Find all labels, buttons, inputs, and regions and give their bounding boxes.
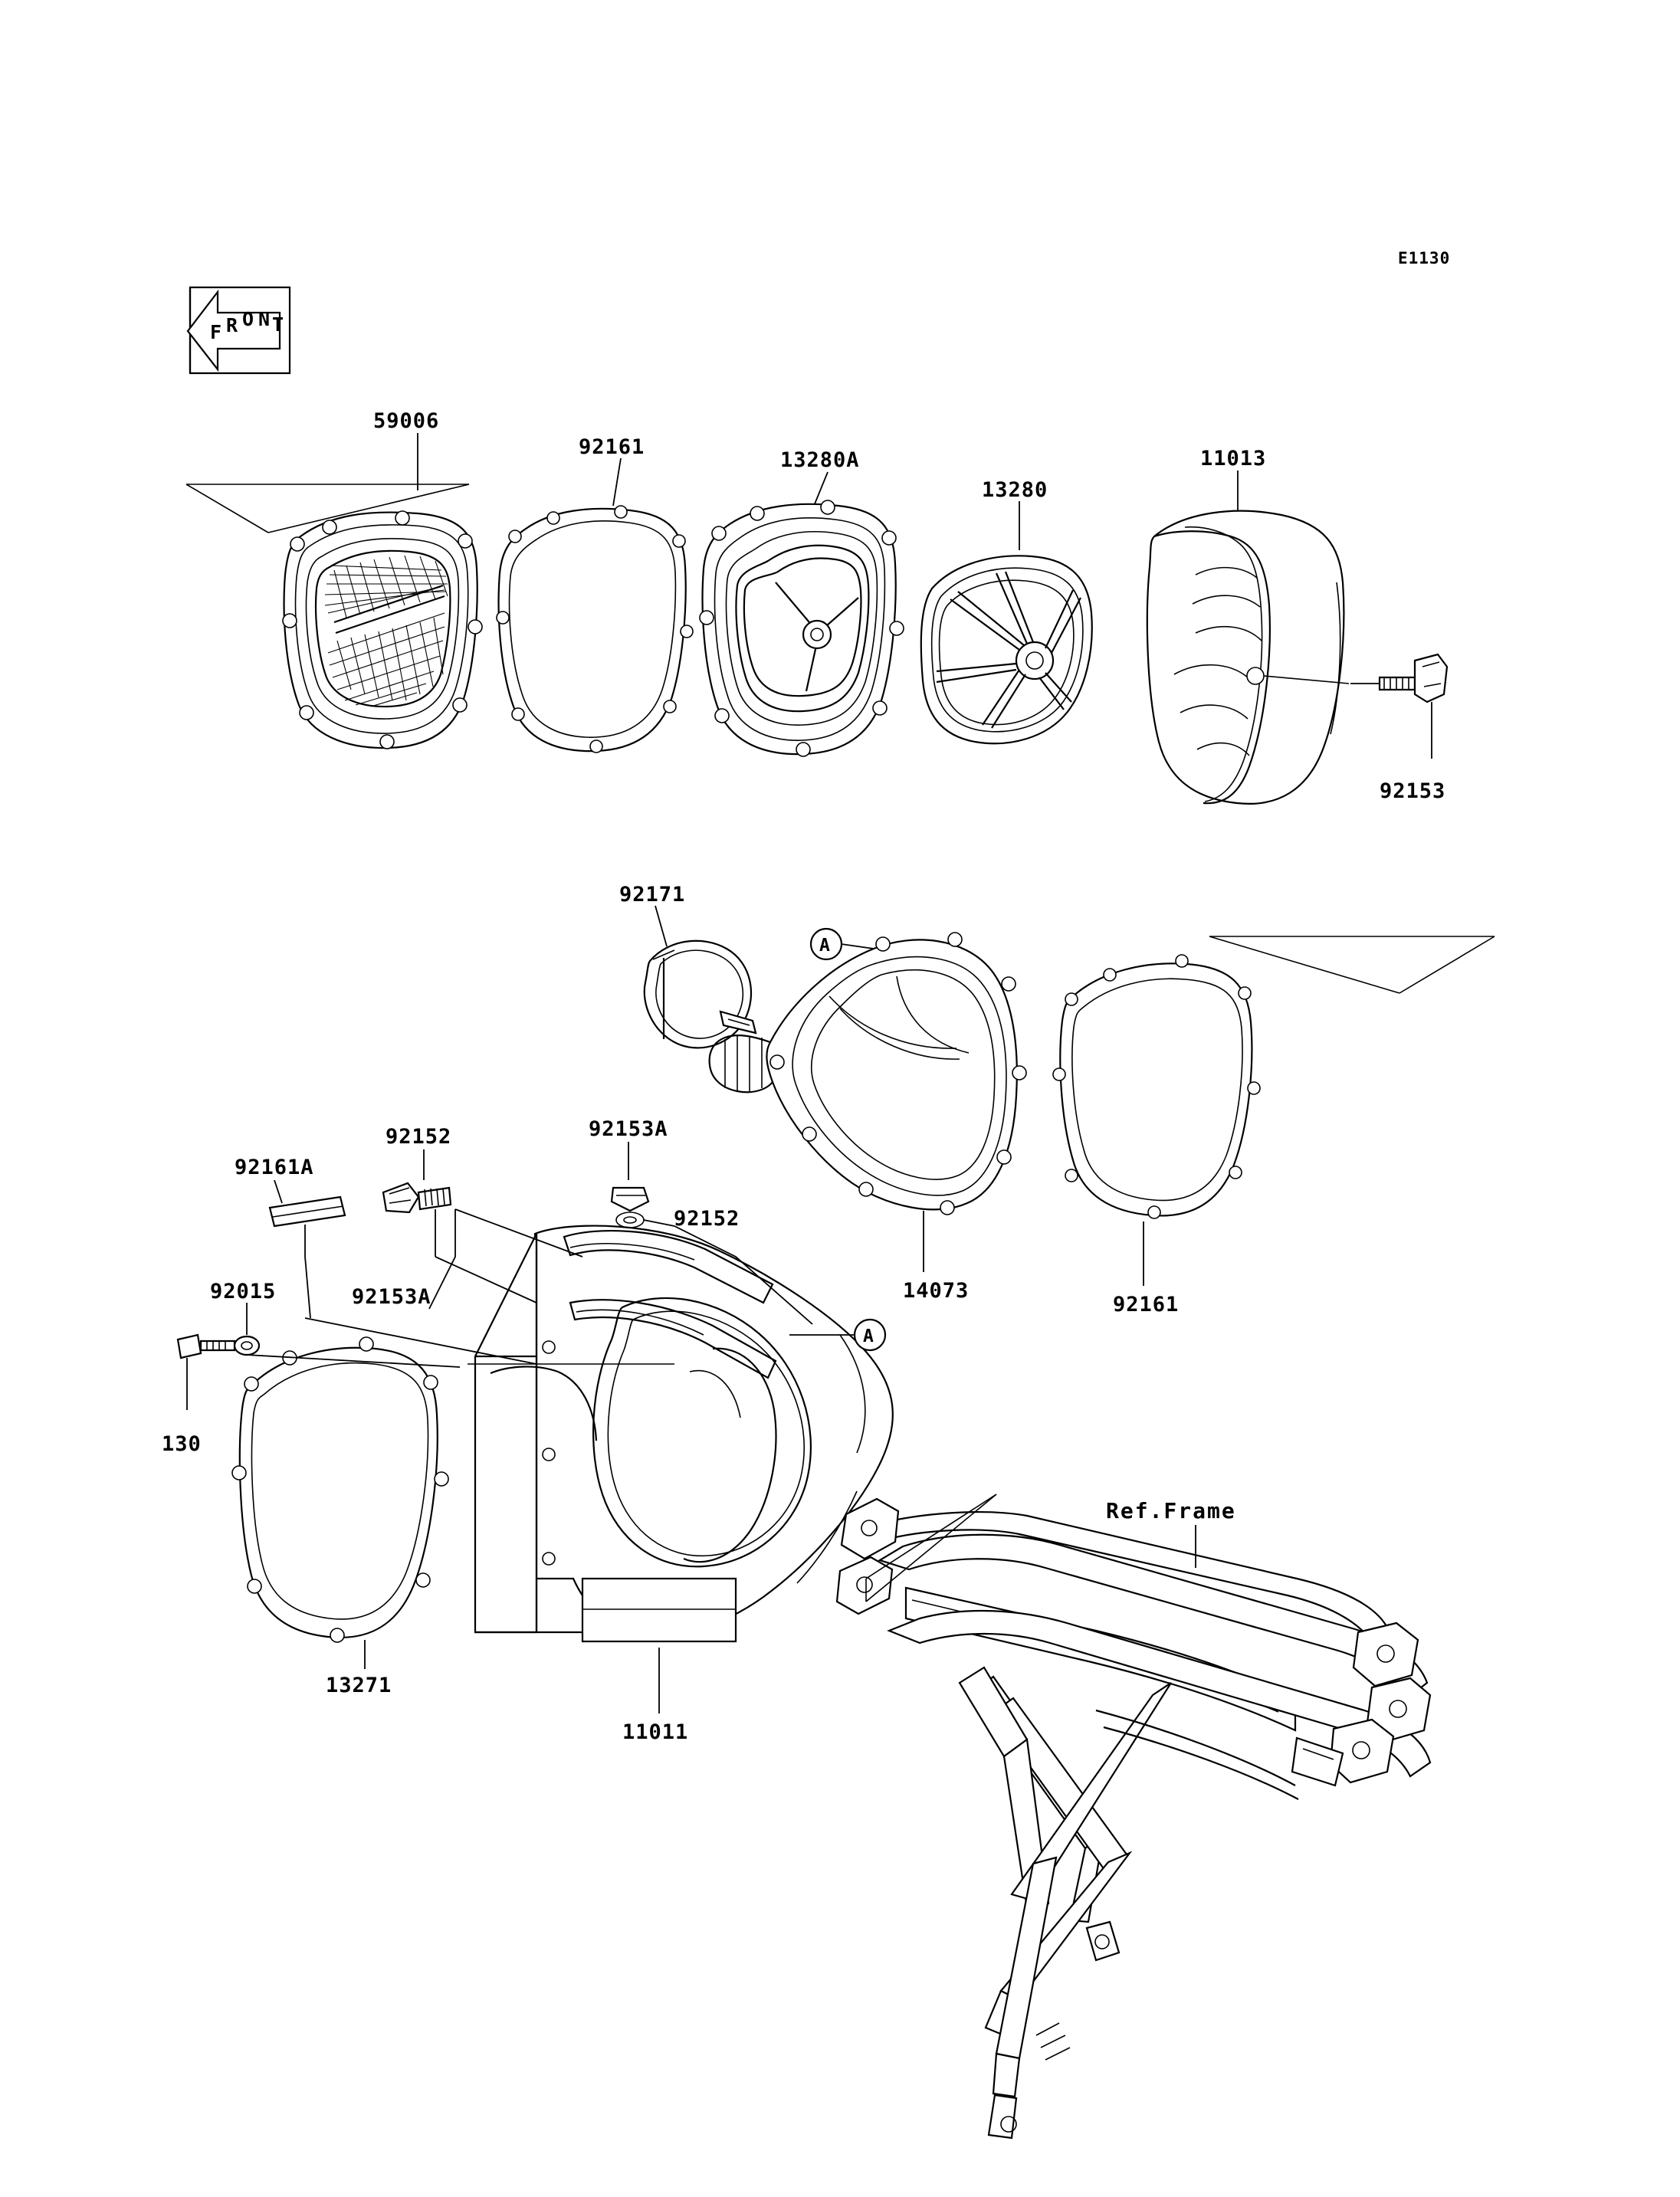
part-92153A-nut-top <box>612 1142 674 1228</box>
part-label-92152-left: 92152 <box>386 1125 452 1149</box>
part-92161-damper-lower <box>1053 955 1260 1286</box>
part-label-59006: 59006 <box>373 409 440 433</box>
part-label-92015: 92015 <box>210 1280 277 1303</box>
ref-frame-label: Ref.Frame <box>1106 1498 1236 1523</box>
part-label-92152-right: 92152 <box>674 1207 740 1231</box>
front-arrow-text: F <box>210 321 222 343</box>
part-label-130: 130 <box>162 1432 202 1456</box>
part-59006-air-filter-element <box>283 511 482 749</box>
callout-a-lower-text: A <box>863 1326 874 1346</box>
callout-a-upper-text: A <box>819 936 830 956</box>
part-92152-screw-left <box>383 1149 451 1257</box>
part-92171-clamp <box>645 906 756 1048</box>
part-label-13280: 13280 <box>982 478 1048 502</box>
part-label-92153a-bottom: 92153A <box>352 1285 431 1309</box>
part-label-92153: 92153 <box>1380 779 1446 803</box>
ref-frame-assembly <box>837 1499 1430 2138</box>
svg-text:T: T <box>272 313 284 336</box>
svg-text:O: O <box>242 308 254 330</box>
part-92015-nut <box>235 1303 259 1355</box>
part-label-92161: 92161 <box>579 435 645 459</box>
part-label-13280A: 13280A <box>780 448 860 472</box>
part-13280-holder-spokes <box>921 556 1092 743</box>
part-13271-plate <box>232 1337 448 1669</box>
svg-text:R: R <box>226 314 238 336</box>
part-label-92171: 92171 <box>619 883 686 907</box>
part-130-bolt <box>178 1335 235 1410</box>
part-label-11013: 11013 <box>1200 447 1267 471</box>
part-label-11011: 11011 <box>622 1720 689 1744</box>
part-label-14073: 14073 <box>903 1279 970 1303</box>
part-92161-damper-upper <box>497 506 693 753</box>
part-11013-air-cleaner-element <box>1147 511 1349 804</box>
part-label-92161-lower: 92161 <box>1113 1293 1180 1317</box>
front-arrow-icon <box>188 287 290 373</box>
svg-text:N: N <box>258 308 271 330</box>
part-13280A-holder <box>700 500 904 756</box>
part-14073-duct <box>710 933 1026 1272</box>
diagram-code: E1130 <box>1398 249 1451 267</box>
part-label-92161a: 92161A <box>235 1156 314 1179</box>
part-label-92153a-top: 92153A <box>589 1117 668 1141</box>
part-92153-bolt <box>1350 654 1447 759</box>
part-92161A-pad <box>270 1180 345 1318</box>
part-label-13271: 13271 <box>326 1674 392 1697</box>
